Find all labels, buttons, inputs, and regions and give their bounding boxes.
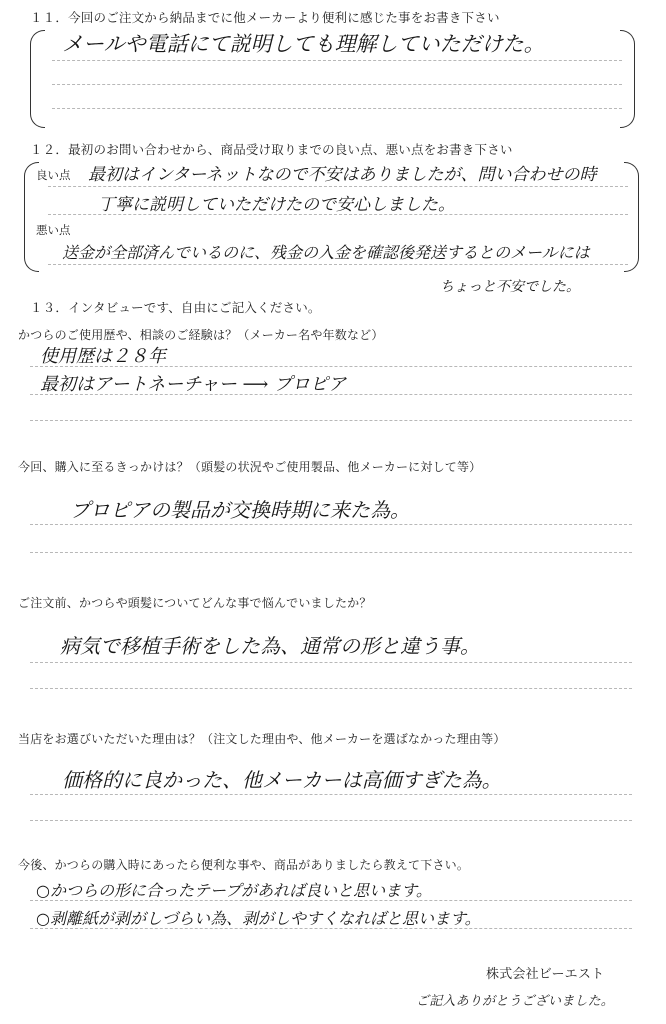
q13-reason-rule <box>30 820 632 821</box>
q12-bad-line1: 送金が全部済んでいるのに、残金の入金を確認後発送するとのメールには <box>62 243 590 262</box>
q13-trigger-rule <box>30 552 632 553</box>
q13-history-line2: 最初はアートネーチャー ⟶ プロピア <box>40 374 346 395</box>
q13-reason-answer: 価格的に良かった、他メーカーは高価すぎた為。 <box>62 768 502 792</box>
q12-good-line2: 丁寧に説明していただけたので安心しました。 <box>98 195 455 215</box>
q11-answer: メールや電話にて説明しても理解していただけた。 <box>62 32 545 56</box>
q13-reason-prompt: 当店をお選びいただいた理由は？（注文した理由や、他メーカーを選ばなかった理由等） <box>18 732 506 746</box>
q13-future-rule <box>30 900 632 901</box>
q11-bracket-right <box>620 30 635 128</box>
q12-bracket-right <box>624 162 639 272</box>
q13-trigger-prompt: 今回、購入に至るきっかけは？（頭髪の状況やご使用製品、他メーカーに対して等） <box>18 460 482 474</box>
q11-rule <box>52 84 622 85</box>
thanks-message: ご記入ありがとうございました。 <box>416 994 615 1009</box>
q11-prompt: １１．今回のご注文から納品までに他メーカーより便利に感じた事をお書き下さい <box>30 10 500 25</box>
q13-history-rule <box>30 394 632 395</box>
q12-prompt: １２．最初のお問い合わせから、商品受け取りまでの良い点、悪い点をお書き下さい <box>30 142 513 157</box>
q13-future-line1: ○かつらの形に合ったテープがあれば良いと思います。 <box>36 881 432 900</box>
q12-rule <box>48 214 628 215</box>
q12-bad-line2: ちょっと不安でした。 <box>440 279 580 295</box>
q11-rule <box>52 108 622 109</box>
q13-worry-rule <box>30 688 632 689</box>
q13-trigger-rule <box>30 524 632 525</box>
q13-history-rule <box>30 420 632 421</box>
q13-future-line2: ○剥離紙が剥がしづらい為、剥がしやすくなればと思います。 <box>36 909 481 928</box>
q13-future-rule <box>30 928 632 929</box>
q13-trigger-answer: プロピアの製品が交換時期に来た為。 <box>70 498 410 522</box>
q13-worry-rule <box>30 662 632 663</box>
q13-worry-answer: 病気で移植手術をした為、通常の形と違う事。 <box>60 634 480 658</box>
q11-bracket-left <box>30 30 45 128</box>
q12-rule <box>48 186 628 187</box>
q13-reason-rule <box>30 794 632 795</box>
q12-good-line1: 最初はインターネットなので不安はありましたが、問い合わせの時 <box>88 165 597 185</box>
q13-future-prompt: 今後、かつらの購入時にあったら便利な事や、商品がありましたら教えて下さい。 <box>18 858 470 872</box>
q13-history-rule <box>30 366 632 367</box>
q12-rule <box>48 264 628 265</box>
q13-history-prompt: かつらのご使用歴や、相談のご経験は？（メーカー名や年数など） <box>18 328 384 342</box>
q13-heading: １３．インタビューです、自由にご記入ください。 <box>30 300 321 315</box>
q13-worry-prompt: ご注文前、かつらや頭髪についてどんな事で悩んでいましたか？ <box>18 596 372 610</box>
q12-good-label: 良い点 <box>36 168 71 182</box>
company-name: 株式会社ビーエスト <box>486 967 605 982</box>
q11-rule <box>52 60 622 61</box>
q13-history-line1: 使用歴は２８年 <box>40 346 166 367</box>
q12-bad-label: 悪い点 <box>36 223 71 237</box>
